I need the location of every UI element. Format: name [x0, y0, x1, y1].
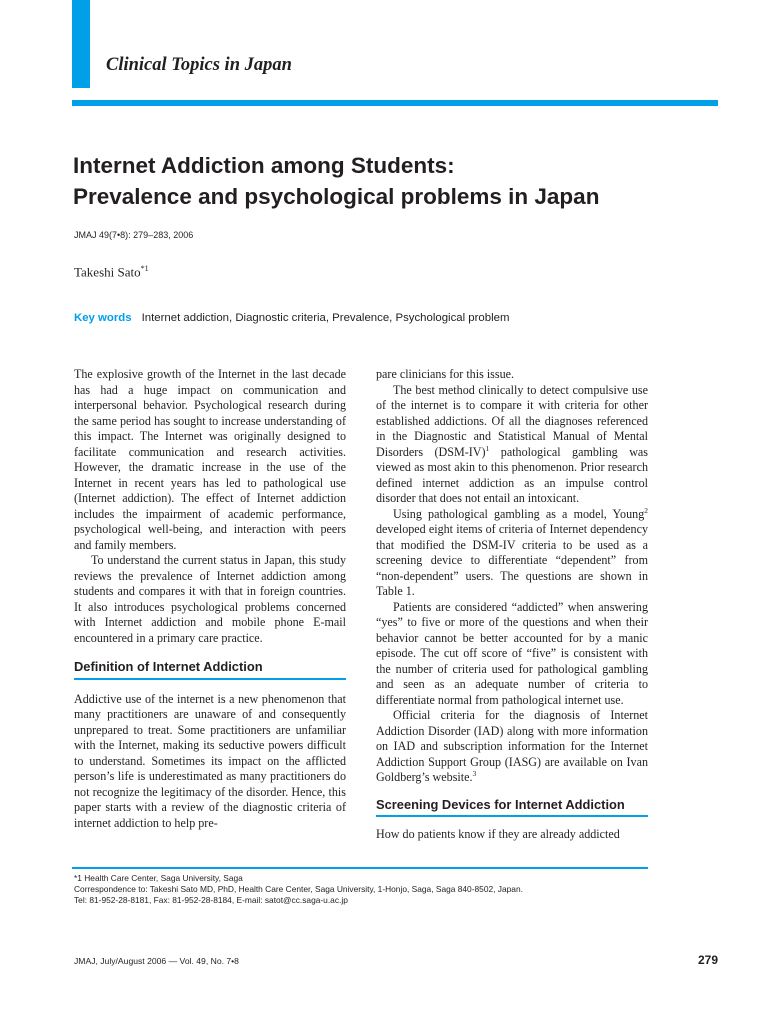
- left-column: [74, 367, 346, 831]
- citation: JMAJ 49(7•8): 279–283, 2006: [74, 230, 194, 240]
- footnote-affiliation: *1 Health Care Center, Saga University, Saga: [74, 873, 243, 883]
- footnote-correspondence: Correspondence to: Takeshi Sato MD, PhD, Health Care Center, Saga University, 1-Honjo, Saga, Saga 840-8502, Japan.: [74, 884, 523, 894]
- paragraph: The explosive growth of the Internet in the last decade has had a huge impact on communication and interpersonal behavior. Psychological research during the same period has sought to increase understanding of this impact. The Internet was originally designed to facilitate communication and research activities. However, the dramatic increase in the use of the Internet in recent years has led to pathological use (Internet addiction). The effect of Internet addiction includes the impairment of academic performance, psychological well-being, and interaction with peers and family members.: [74, 367, 346, 552]
- section-label: Clinical Topics in Japan: [106, 55, 292, 75]
- reference-mark: 3: [472, 768, 477, 778]
- header-accent-tab: [72, 0, 90, 88]
- header-rule: [72, 100, 718, 106]
- paragraph: Patients are considered “addicted” when answering “yes” to five or more of the questions and when their behavior cannot be better accounted for by a manic episode. The cut off score of “five” is consistent with the number of criteria used for pathological gambling and seen as an adequate number of criteria to differentiate normal from pathological internet use.: [376, 599, 648, 707]
- running-footer: JMAJ, July/August 2006 — Vol. 49, No. 7•8: [74, 956, 239, 966]
- paragraph: [376, 708, 648, 786]
- paragraph: How do patients know if they are already addicted: [376, 827, 620, 841]
- article-title: [73, 150, 713, 212]
- section-heading: Screening Devices for Internet Addiction: [376, 797, 648, 818]
- paragraph: pare clinicians for this issue.: [376, 367, 515, 381]
- right-column: [376, 367, 648, 843]
- author-footnote-mark: *1: [140, 264, 149, 273]
- paragraph-text: pathological gambling was viewed as most akin to this phenomenon. Prior research defined internet addiction as an impulse control disorder that does not entail an intoxicant.: [376, 444, 648, 505]
- paragraph: To understand the current status in Japan, this study reviews the prevalence of Internet addiction among students and compares it with that in foreign countries. It also introduces psychological problems concerned with Internet addiction and mobile phone E-mail encountered in a primary care practice.: [74, 553, 346, 645]
- paragraph: Addictive use of the internet is a new phenomenon that many practitioners are unaware of and consequently unprepared to treat. Some practitioners are unfamiliar with the Internet, making its seductive powers difficult to understand. Sometimes its impact on the afflicted person’s life is underestimated as many practitioners do not recognize the legitimacy of the disorder. Hence, this paper starts with a review of the diagnostic criteria of internet addiction to help pre-: [74, 691, 346, 830]
- paragraph-text: Using pathological gambling as a model, Young: [393, 506, 645, 521]
- page-number: 279: [697, 953, 718, 967]
- author: [74, 264, 149, 280]
- author-name: Takeshi Sato: [74, 264, 141, 280]
- footnote-rule: [72, 867, 648, 869]
- paragraph-text: The best method clinically to detect compulsive use of the internet is to compare it with criteria for other established addictions. Of all the diagnoses referenced in the Diagnostic and Statistical Manual of Mental Disorders (DSM-IV): [376, 382, 648, 459]
- reference-mark: 1: [485, 443, 490, 453]
- paragraph: [376, 507, 648, 600]
- keywords: [74, 312, 509, 324]
- reference-mark: 2: [644, 505, 648, 515]
- keywords-list: Internet addiction, Diagnostic criteria, Prevalence, Psychological problem: [141, 312, 510, 324]
- keywords-label: Key words: [74, 312, 132, 324]
- title-line-1: Internet Addiction among Students:: [73, 153, 455, 178]
- paragraph: [376, 383, 648, 507]
- paragraph-text: Official criteria for the diagnosis of Internet Addiction Disorder (IAD) along with more information on IAD and subscription information for the Internet Addiction Support Group (IASG) are available on Ivan Goldberg’s website.: [376, 708, 648, 784]
- title-line-2: Prevalence and psychological problems in Japan: [73, 184, 600, 209]
- section-heading: Definition of Internet Addiction: [74, 659, 346, 680]
- paragraph-text: developed eight items of criteria of Internet dependency that modified the DSM-IV criteria to be used as a screening device to differentiate “dependent” from “non-dependent” users. The questions are shown in Table 1.: [376, 522, 648, 598]
- footnote-contact: Tel: 81-952-28-8181, Fax: 81-952-28-8184, E-mail: satot@cc.saga-u.ac.jp: [74, 895, 348, 905]
- footnotes: [74, 873, 523, 906]
